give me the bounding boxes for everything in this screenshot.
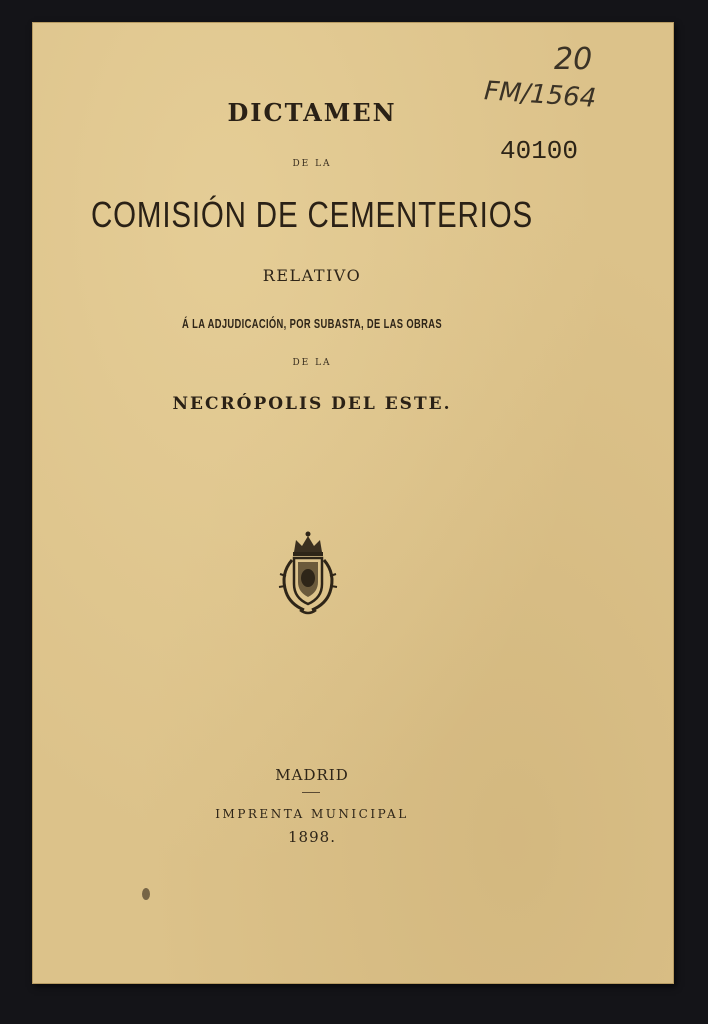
printer-name: IMPRENTA MUNICIPAL [215, 807, 409, 821]
publication-year: 1898. [288, 828, 336, 846]
relativo-text: RELATIVO [262, 266, 362, 285]
divider [302, 792, 320, 793]
handwritten-reference: FM/1564 [483, 76, 598, 114]
city-name: MADRID [275, 766, 349, 784]
commission-name: COMISIÓN DE CEMENTERIOS [90, 194, 534, 235]
de-la-text: DE LA [292, 159, 332, 169]
handwritten-number: 20 [554, 42, 593, 77]
stamped-number: 40100 [500, 136, 579, 166]
pamphlet-cover [32, 22, 674, 984]
place-name: NECRÓPOLIS DEL ESTE. [172, 394, 452, 414]
de-la-text-2: DE LA [292, 358, 332, 368]
ink-spot [142, 888, 150, 900]
document-title: DICTAMEN [227, 98, 397, 127]
coat-of-arms-icon [276, 530, 340, 616]
subject-text: Á LA ADJUDICACIÓN, POR SUBASTA, DE LAS OBRAS [182, 316, 442, 331]
